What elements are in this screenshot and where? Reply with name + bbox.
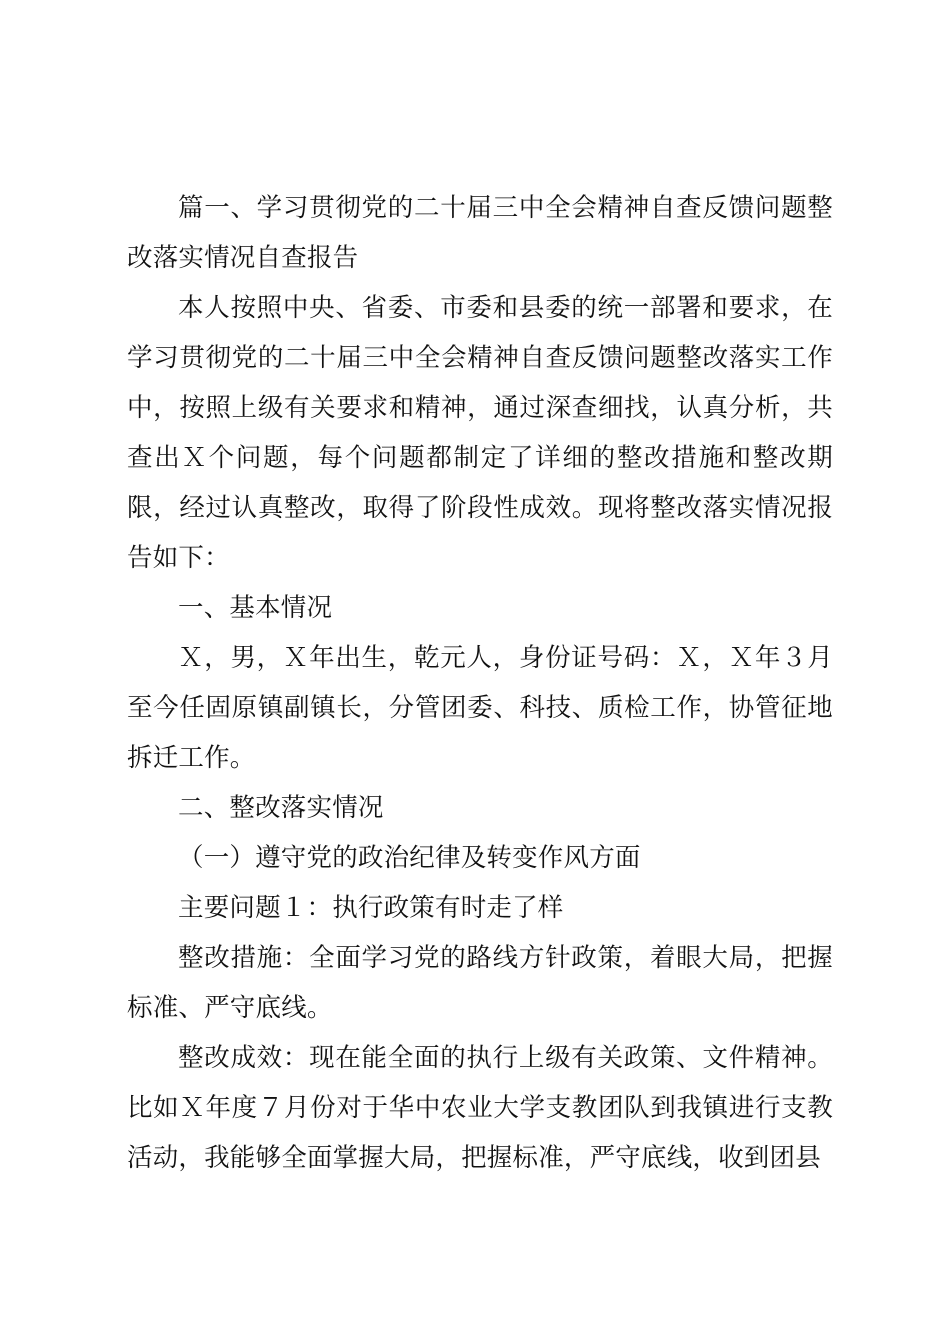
results-paragraph: 整改成效：现在能全面的执行上级有关政策、文件精神。比如Ｘ年度７月份对于华中农业大学支教团队到我镇进行支教活动，我能够全面掌握大局，把握标准，严守底线，收到团县: [127, 1043, 833, 1173]
problem-paragraph: 主要问题１：执行政策有时走了样: [178, 893, 564, 923]
basic-info-paragraph: Ｘ，男，Ｘ年出生，乾元人，身份证号码：Ｘ，Ｘ年３月至今任固原镇副镇长，分管团委、科技、质检工作，协管征地拆迁工作。: [127, 643, 833, 773]
intro-paragraph: 本人按照中央、省委、市委和县委的统一部署和要求，在学习贯彻党的二十届三中全会精神自查反馈问题整改落实工作中，按照上级有关要求和精神，通过深查细找，认真分析，共查出Ｘ个问题，每个问题都制定了详细的整改措施和整改期限，经过认真整改，取得了阶段性成效。现将整改落实情况报告如下：: [127, 293, 833, 573]
subsection-heading: （一）遵守党的政治纪律及转变作风方面: [178, 843, 641, 873]
section-heading-basic-info: 一、基本情况: [178, 593, 333, 623]
document-title: 篇一、学习贯彻党的二十届三中全会精神自查反馈问题整改落实情况自查报告: [127, 193, 833, 273]
section-heading-rectification: 二、整改落实情况: [178, 793, 384, 823]
measures-paragraph: 整改措施：全面学习党的路线方针政策，着眼大局，把握标准、严守底线。: [127, 943, 833, 1023]
document-body: [127, 183, 833, 1183]
